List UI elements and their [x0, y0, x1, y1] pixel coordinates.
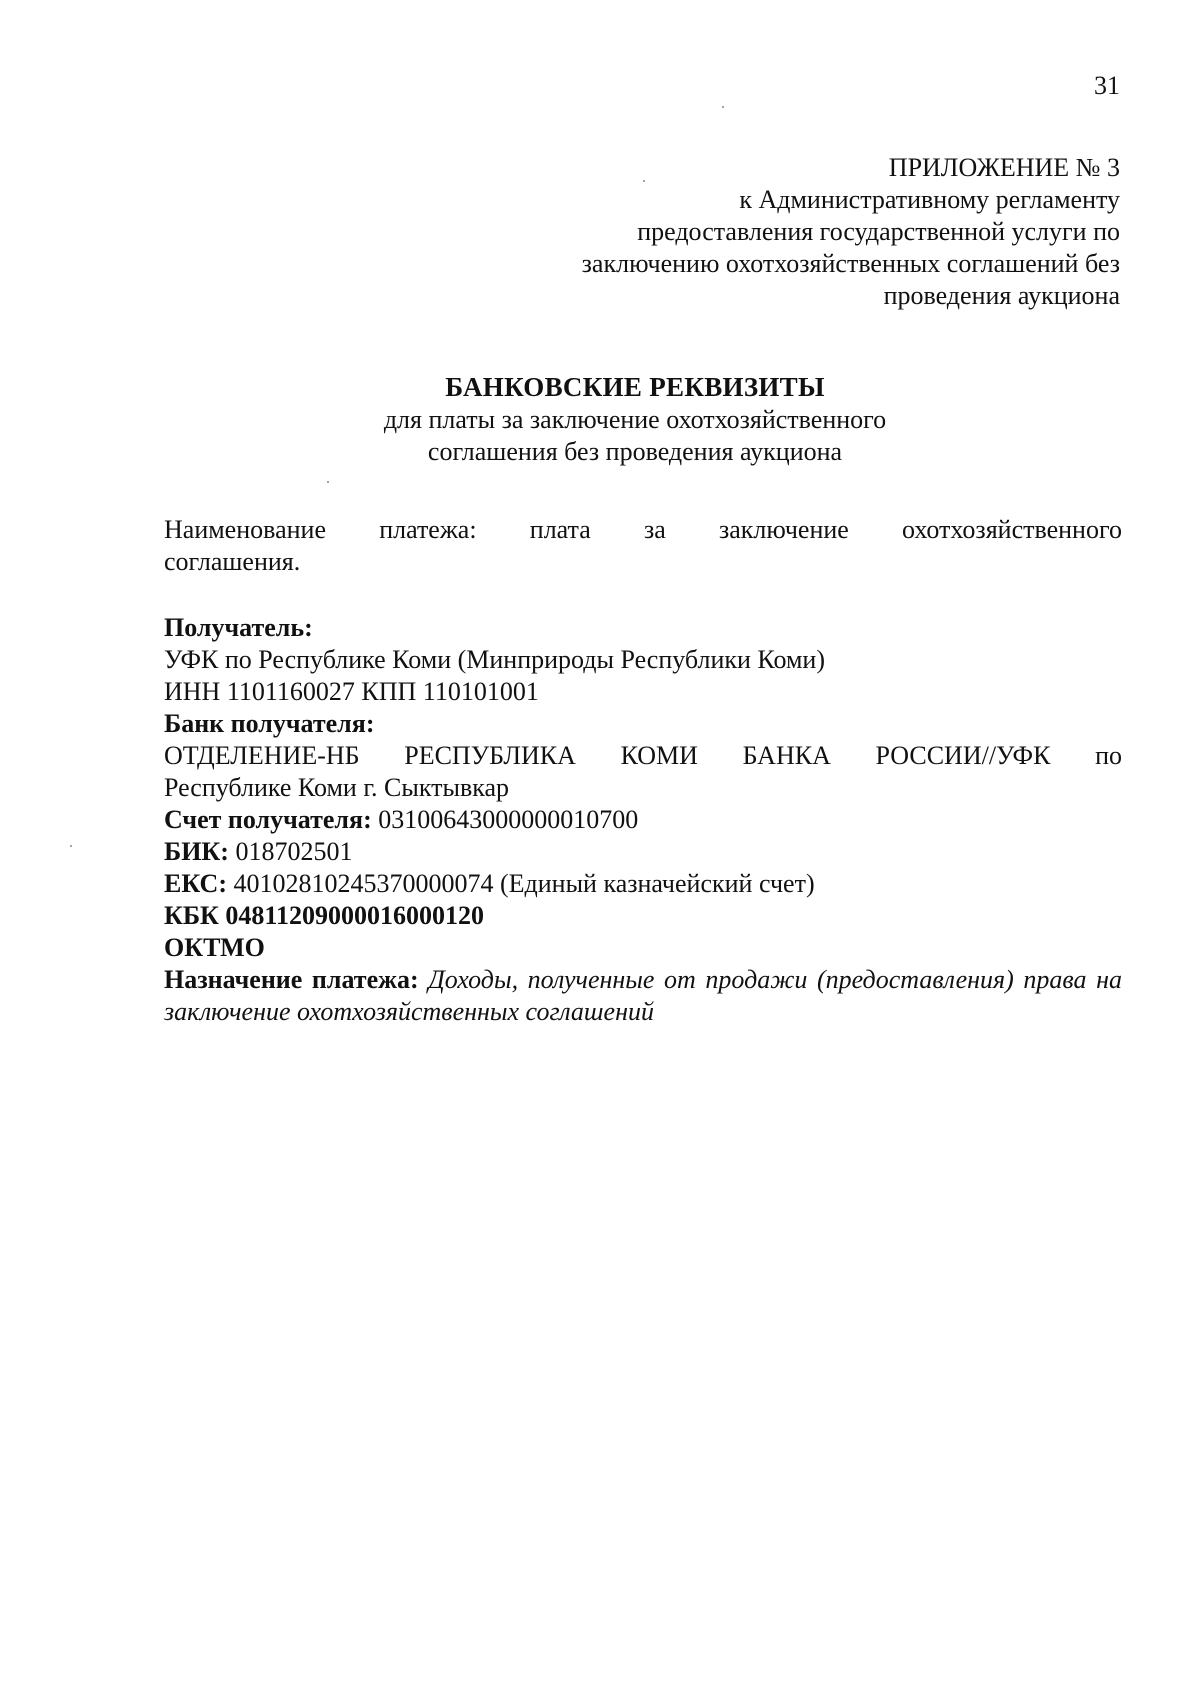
eks-label: ЕКС:: [164, 869, 227, 898]
appendix-line: к Административному регламенту: [739, 185, 1120, 214]
payment-name-word: Наименование: [164, 515, 326, 544]
bank-name-line: [164, 740, 1122, 772]
bank-name-word: ОТДЕЛЕНИЕ-НБ: [164, 741, 360, 770]
appendix-line: заключению охотхозяйственных соглашений без: [581, 249, 1120, 278]
bik-label: БИК:: [164, 837, 229, 866]
bank-name-word: по: [1095, 741, 1122, 770]
payment-purpose-label: Назначение платежа:: [164, 965, 419, 994]
recipient-name: УФК по Республике Коми (Минприроды Республики Коми): [164, 645, 825, 674]
oktmo-line: ОКТМО: [164, 933, 265, 962]
payment-purpose-value: Доходы, полученные от продажи (предоставления) права на заключение охотхозяйственных соглашений: [164, 965, 1122, 1026]
document-subtitle-line: для платы за заключение охотхозяйственного: [383, 405, 887, 434]
appendix-line: предоставления государственной услуги по: [637, 217, 1120, 246]
scan-speck: [643, 180, 645, 182]
requisites-body: [164, 514, 1122, 1028]
scan-speck: [722, 106, 724, 108]
appendix-line: проведения аукциона: [883, 281, 1120, 310]
document-subtitle-line: соглашения без проведения аукциона: [427, 437, 843, 466]
payment-name-word: платежа:: [379, 515, 477, 544]
payment-name-continuation: соглашения.: [164, 547, 301, 576]
payment-name-word: охотхозяйственного: [902, 515, 1122, 544]
appendix-line: ПРИЛОЖЕНИЕ № 3: [888, 153, 1120, 182]
payment-name-line: [164, 514, 1122, 546]
scan-speck: [70, 845, 72, 847]
eks-line: [164, 868, 1122, 900]
payment-name-word: заключение: [718, 515, 849, 544]
kbk-line: КБК 04811209000016000120: [164, 901, 484, 930]
page-number: 31: [1094, 71, 1120, 100]
bik-value: 018702501: [228, 837, 353, 866]
recipient-inn-kpp: ИНН 1101160027 КПП 110101001: [164, 677, 539, 706]
bank-name-word: РОССИИ//УФК: [875, 741, 1051, 770]
document-title: БАНКОВСКИЕ РЕКВИЗИТЫ: [445, 372, 825, 402]
bank-name-word: КОМИ: [620, 741, 698, 770]
account-label: Счет получателя:: [164, 805, 372, 834]
bank-name-word: БАНКА: [742, 741, 831, 770]
payment-name-word: плата: [529, 515, 591, 544]
bank-label: Банк получателя:: [164, 709, 375, 738]
bik-line: [164, 836, 1122, 868]
scan-speck: [327, 481, 329, 483]
appendix-header: [500, 152, 1120, 312]
bank-name-word: РЕСПУБЛИКА: [404, 741, 576, 770]
account-line: [164, 804, 1122, 836]
recipient-label: Получатель:: [164, 613, 313, 642]
account-value: 03100643000000010700: [371, 805, 639, 834]
payment-name-word: за: [643, 515, 666, 544]
eks-value: 40102810245370000074 (Единый казначейский счет): [226, 869, 815, 898]
heading: [0, 370, 1200, 468]
bank-name-continuation: Республике Коми г. Сыктывкар: [164, 773, 510, 802]
payment-purpose: [164, 964, 1122, 1028]
